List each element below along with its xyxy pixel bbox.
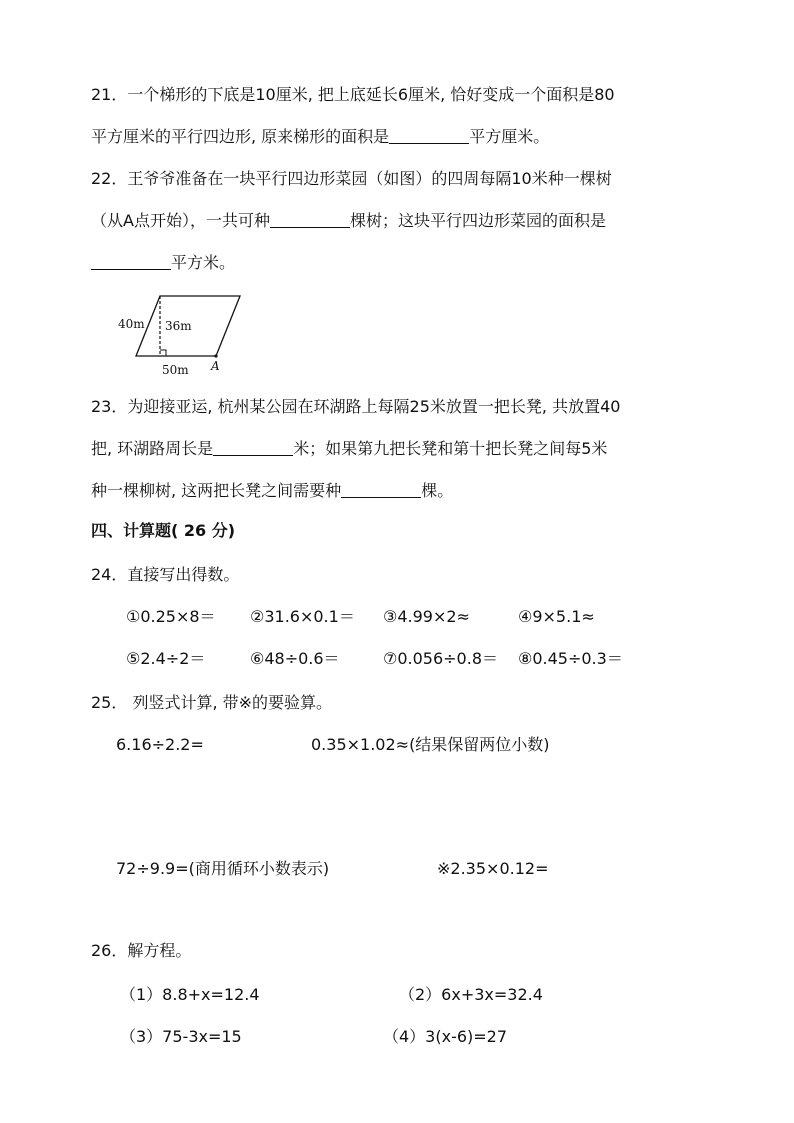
q26-item-3: （3）75-3x=15	[120, 1027, 242, 1046]
point-a-dot	[214, 354, 217, 357]
q25-item-3: 72÷9.9=(商用循环小数表示)	[116, 859, 330, 878]
base-label: 50m	[162, 363, 189, 377]
section-4-title: 四、计算题( 26 分)	[91, 521, 236, 540]
right-angle-mark	[160, 350, 166, 356]
q26-item-2: （2）6x+3x=32.4	[399, 985, 543, 1004]
q23-willows-blank[interactable]	[341, 481, 421, 498]
q26-item-1: （1）8.8+x=12.4	[120, 985, 260, 1004]
q23-line-1: 23．为迎接亚运, 杭州某公园在环湖路上每隔25米放置一把长凳, 共放置40	[91, 397, 621, 416]
q22-trees-blank[interactable]	[270, 211, 350, 228]
q24-item-1: ①0.25×8＝	[126, 607, 216, 626]
q21-answer-blank[interactable]	[389, 127, 469, 144]
q23-text-d: 棵。	[421, 481, 454, 500]
q25-item-1: 6.16÷2.2=	[116, 735, 204, 754]
q24-item-7: ⑦0.056÷0.8＝	[383, 649, 499, 668]
q23-perimeter-blank[interactable]	[213, 439, 293, 456]
point-a-label: A	[211, 359, 220, 373]
q22-line-3	[91, 252, 235, 274]
side-label: 40m	[118, 317, 145, 331]
q25-item-4: ※2.35×0.12=	[437, 859, 549, 878]
q24-item-6: ⑥48÷0.6＝	[250, 649, 340, 668]
q22-text-b: 棵树；这块平行四边形菜园的面积是	[349, 211, 606, 230]
q24-item-2: ②31.6×0.1＝	[250, 607, 355, 626]
q22-area-blank[interactable]	[91, 253, 171, 270]
q26-item-4: （4）3(x-6)=27	[383, 1027, 508, 1046]
q24-item-5: ⑤2.4÷2＝	[126, 649, 206, 668]
q25-title: 25． 列竖式计算, 带※的要验算。	[91, 693, 333, 712]
q23-text-c: 种一棵柳树, 这两把长凳之间需要种	[91, 481, 342, 500]
q22-text-c: 平方米。	[171, 253, 236, 272]
q22-line-2	[91, 210, 606, 232]
q21-line-2	[91, 126, 549, 148]
q23-line-2	[91, 438, 607, 460]
q21-text-a: 平方厘米的平行四边形, 原来梯形的面积是	[91, 127, 390, 146]
q24-item-4: ④9×5.1≈	[518, 607, 595, 626]
q22-line-1: 22．王爷爷准备在一块平行四边形菜园（如图）的四周每隔10米种一棵树	[91, 169, 612, 188]
q24-title: 24．直接写出得数。	[91, 565, 240, 584]
parallelogram-figure	[112, 290, 252, 382]
q23-line-3	[91, 480, 453, 502]
q24-item-8: ⑧0.45÷0.3＝	[518, 649, 623, 668]
q25-item-2: 0.35×1.02≈(结果保留两位小数)	[311, 735, 550, 754]
q23-text-b: 米；如果第九把长凳和第十把长凳之间每5米	[293, 439, 608, 458]
q22-text-a: （从A点开始），一共可种	[91, 211, 270, 230]
q26-title: 26．解方程。	[91, 941, 192, 960]
q23-text-a: 把, 环湖路周长是	[91, 439, 214, 458]
q24-item-3: ③4.99×2≈	[383, 607, 470, 626]
height-label: 36m	[165, 319, 192, 333]
q21-line-1: 21．一个梯形的下底是10厘米, 把上底延长6厘米, 恰好变成一个面积是80	[91, 85, 615, 104]
q21-text-b: 平方厘米。	[469, 127, 550, 146]
